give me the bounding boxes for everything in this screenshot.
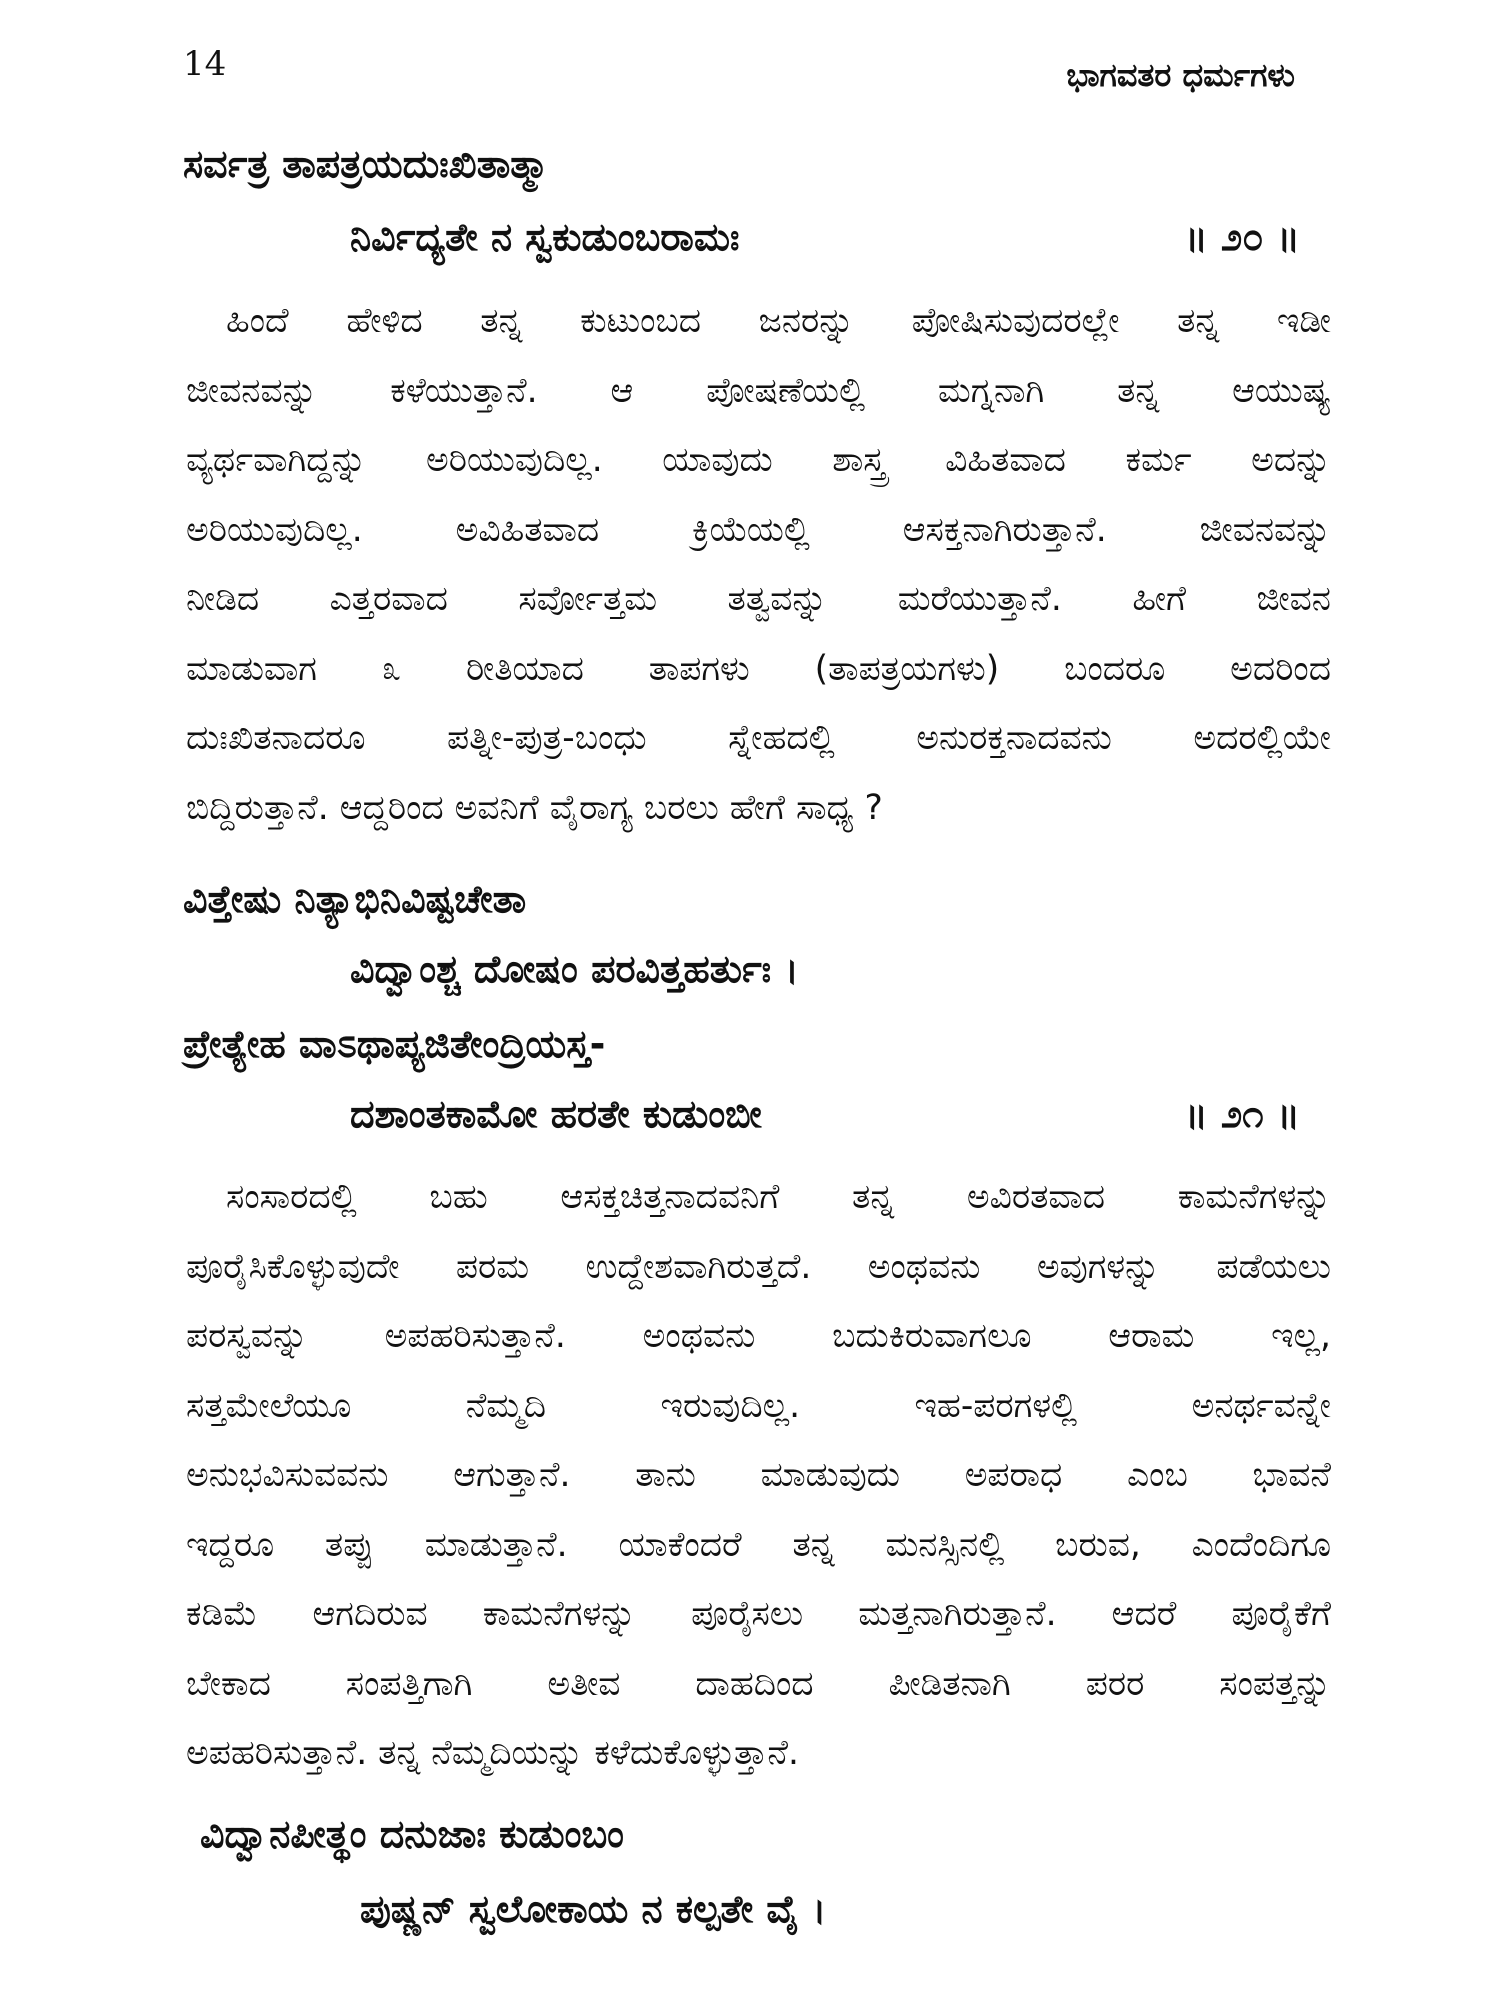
paragraph-line: ವ್ಯರ್ಥವಾಗಿದ್ದನ್ನು ಅರಿಯುವುದಿಲ್ಲ. ಯಾವುದು ಶಾಸ್ತ್ರ ವಿಹಿತವಾದ ಕರ್ಮ ಅದನ್ನು	[186, 440, 1331, 480]
paragraph-line: ಜೀವನವನ್ನು ಕಳೆಯುತ್ತಾನೆ. ಆ ಪೋಷಣೆಯಲ್ಲಿ ಮಗ್ನನಾಗಿ ತನ್ನ ಆಯುಷ್ಯ	[186, 370, 1331, 411]
verse-20-line-1: ಸರ್ವತ್ರ ತಾಪತ್ರಯದುಃಖಿತಾತ್ಮಾ	[183, 142, 549, 186]
paragraph-line: ಅನುಭವಿಸುವವನು ಆಗುತ್ತಾನೆ. ತಾನು ಮಾಡುವುದು ಅಪರಾಧ ಎಂಬ ಭಾವನೆ	[186, 1455, 1331, 1495]
paragraph-line: ಹಿಂದೆ ಹೇಳಿದ ತನ್ನ ಕುಟುಂಬದ ಜನರನ್ನು ಪೋಷಿಸುವುದರಲ್ಲೇ ತನ್ನ ಇಡೀ	[226, 301, 1331, 341]
verse-20-line-2: ನಿರ್ವಿದ್ಯತೇ ನ ಸ್ವಕುಡುಂಬರಾಮಃ	[350, 215, 740, 259]
paragraph-line: ಪೂರೈಸಿಕೊಳ್ಳುವುದೇ ಪರಮ ಉದ್ದೇಶವಾಗಿರುತ್ತದೆ. ಅಂಥವನು ಅವುಗಳನ್ನು ಪಡೆಯಲು	[186, 1246, 1331, 1287]
paragraph-line: ದುಃಖಿತನಾದರೂ ಪತ್ನೀ-ಪುತ್ರ-ಬಂಧು ಸ್ನೇಹದಲ್ಲಿ ಅನುರಕ್ತನಾದವನು ಅದರಲ್ಲಿಯೇ	[186, 718, 1331, 758]
paragraph-line: ಬಿದ್ದಿರುತ್ತಾನೆ. ಆದ್ದರಿಂದ ಅವನಿಗೆ ವೈರಾಗ್ಯ ಬರಲು ಹೇಗೆ ಸಾಧ್ಯ ?	[186, 787, 883, 828]
verse-21-line-3: ಪ್ರೇತ್ಯೇಹ ವಾಽಥಾಪ್ಯಜಿತೇಂದ್ರಿಯಸ್ತ-	[183, 1022, 606, 1066]
page-number: 14	[183, 44, 227, 84]
paragraph-line: ಸತ್ತಮೇಲೆಯೂ ನೆಮ್ಮದಿ ಇರುವುದಿಲ್ಲ. ಇಹ-ಪರಗಳಲ್ಲಿ ಅನರ್ಥವನ್ನೇ	[186, 1385, 1331, 1426]
running-title: ಭಾಗವತರ ಧರ್ಮಗಳು	[1066, 56, 1295, 94]
paragraph-line: ಅಪಹರಿಸುತ್ತಾನೆ. ತನ್ನ ನೆಮ್ಮದಿಯನ್ನು ಕಳೆದುಕೊಳ್ಳುತ್ತಾನೆ.	[186, 1733, 799, 1773]
paragraph-line: ಪರಸ್ವವನ್ನು ಅಪಹರಿಸುತ್ತಾನೆ. ಅಂಥವನು ಬದುಕಿರುವಾಗಲೂ ಆರಾಮ ಇಲ್ಲ,	[186, 1316, 1331, 1356]
verse-21-line-4: ದಶಾಂತಕಾಮೋ ಹರತೇ ಕುಡುಂಬೀ	[350, 1092, 762, 1136]
paragraph-line: ಮಾಡುವಾಗ ೩ ರೀತಿಯಾದ ತಾಪಗಳು (ತಾಪತ್ರಯಗಳು) ಬಂದರೂ ಅದರಿಂದ	[186, 648, 1331, 689]
commentary-paragraph-2	[186, 1163, 1331, 1789]
paragraph-line: ಸಂಸಾರದಲ್ಲಿ ಬಹು ಆಸಕ್ತಚಿತ್ತನಾದವನಿಗೆ ತನ್ನ ಅವಿರತವಾದ ಕಾಮನೆಗಳನ್ನು	[226, 1177, 1331, 1217]
verse-20-number: ॥ ೨೦ ॥	[1184, 215, 1300, 259]
paragraph-line: ಅರಿಯುವುದಿಲ್ಲ. ಅವಿಹಿತವಾದ ಕ್ರಿಯೆಯಲ್ಲಿ ಆಸಕ್ತನಾಗಿರುತ್ತಾನೆ. ಜೀವನವನ್ನು	[186, 509, 1331, 550]
paragraph-line: ಇದ್ದರೂ ತಪ್ಪು ಮಾಡುತ್ತಾನೆ. ಯಾಕೆಂದರೆ ತನ್ನ ಮನಸ್ಸಿನಲ್ಲಿ ಬರುವ, ಎಂದೆಂದಿಗೂ	[186, 1524, 1331, 1565]
paragraph-line: ನೀಡಿದ ಎತ್ತರವಾದ ಸರ್ವೋತ್ತಮ ತತ್ವವನ್ನು ಮರೆಯುತ್ತಾನೆ. ಹೀಗೆ ಜೀವನ	[186, 579, 1331, 619]
verse-22-line-2: ಪುಷ್ಣನ್ ಸ್ವಲೋಕಾಯ ನ ಕಲ್ಪತೇ ವೈ ।	[360, 1887, 827, 1931]
paragraph-line: ಕಡಿಮೆ ಆಗದಿರುವ ಕಾಮನೆಗಳನ್ನು ಪೂರೈಸಲು ಮತ್ತನಾಗಿರುತ್ತಾನೆ. ಆದರೆ ಪೂರೈಕೆಗೆ	[186, 1594, 1331, 1634]
paragraph-line: ಬೇಕಾದ ಸಂಪತ್ತಿಗಾಗಿ ಅತೀವ ದಾಹದಿಂದ ಪೀಡಿತನಾಗಿ ಪರರ ಸಂಪತ್ತನ್ನು	[186, 1663, 1331, 1704]
commentary-paragraph-1	[186, 287, 1331, 843]
verse-21-line-2: ವಿದ್ವಾಂಶ್ಚ ದೋಷಂ ಪರವಿತ್ತಹರ್ತುಃ ।	[350, 947, 799, 991]
verse-21-line-1: ವಿತ್ತೇಷು ನಿತ್ಯಾಭಿನಿವಿಷ್ಟಚೇತಾ	[183, 877, 527, 921]
verse-21-number: ॥ ೨೧ ॥	[1184, 1092, 1300, 1136]
verse-22-line-1: ವಿದ್ವಾನಪೀತ್ಥಂ ದನುಜಾಃ ಕುಡುಂಬಂ	[200, 1812, 625, 1856]
